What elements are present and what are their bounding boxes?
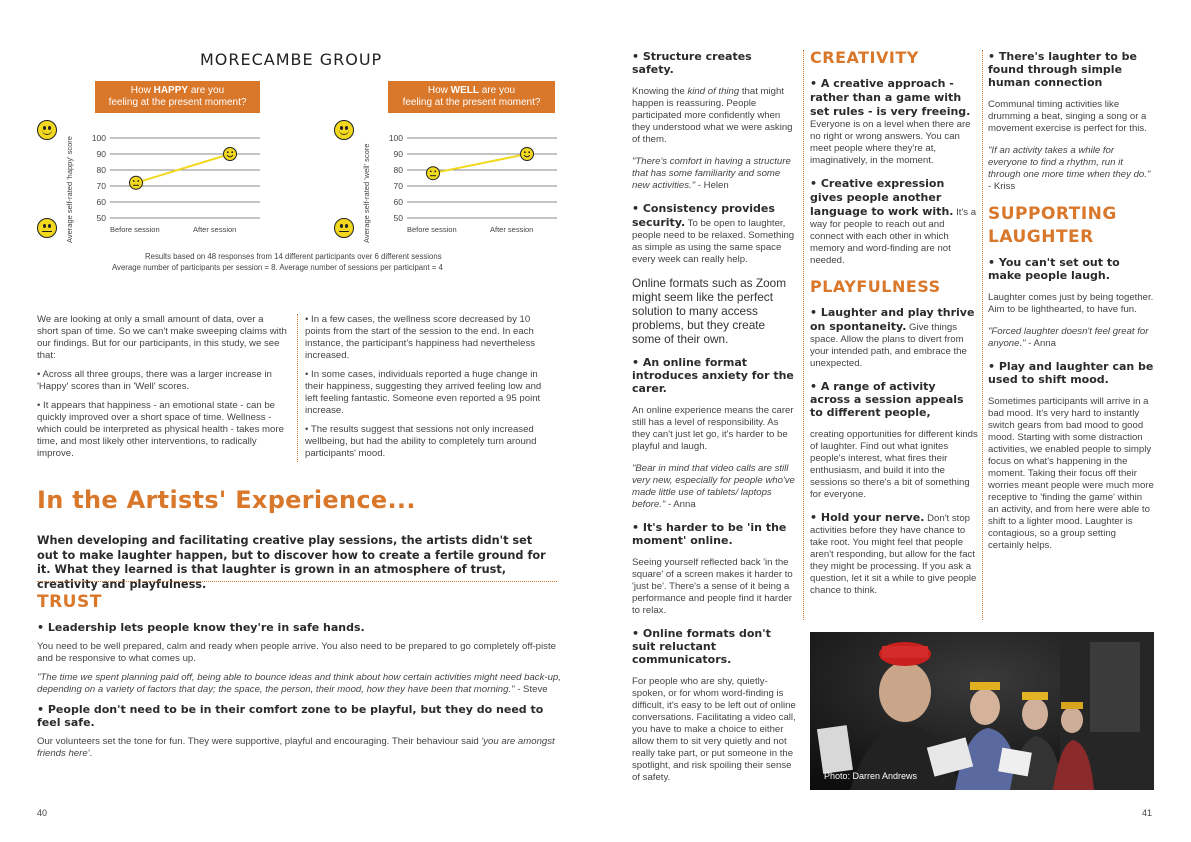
quote: "The time we spent planning paid off, being able to bounce ideas and think about how certain activities might need back-up, depending on a variety of factors that day; the space, the person, their mood, how they have been that morning." - Steve (37, 672, 561, 695)
neutral-face-icon (37, 218, 57, 238)
photo-illustration (810, 632, 1154, 790)
paragraph: You need to be well prepared, calm and ready when people arrive. You also need to be prepared to go completely off-piste and be responsive to what comes up. (37, 641, 556, 664)
y-tick-label: 100 (91, 133, 106, 143)
photo-credit: Photo: Darren Andrews (824, 771, 918, 781)
bullet-paragraph: • It appears that happiness - an emotional state - can be quickly improved over a short space of time. Wellness - which could be interpreted as physical health - takes more time, and most likely other interventions, to radically improve. (37, 400, 284, 459)
bullet-heading: • It's harder to be 'in the moment' online. (632, 521, 787, 547)
chart-plot-area (377, 132, 567, 232)
bullet-paragraph: • Across all three groups, there was a larger increase in 'Happy' scores than in 'Well' scores. (37, 369, 272, 392)
bullet-heading: • Online formats don't suit reluctant communicators. (632, 627, 771, 666)
y-tick-label: 60 (393, 197, 403, 207)
line-chart-svg (80, 132, 270, 232)
bullet-heading: • Structure creates safety. (632, 50, 752, 76)
chart-group-heading: MORECAMBE GROUP (200, 50, 383, 69)
data-point-face-icon (224, 148, 237, 161)
y-tick-label: 80 (96, 165, 106, 175)
x-category-label: Before session (407, 225, 457, 234)
y-tick-label: 70 (96, 181, 106, 191)
artists-intro: When developing and facilitating creative play sessions, the artists didn't set out to make laughter happen, but to discover how to create a fertile ground for it. What they learned is that laughter is grown in an atmosphere of trust, creativity and playfulness. (37, 534, 546, 591)
bullet-paragraph: • The results suggest that sessions not only increased wellbeing, but had the ability to completely turn around participants' mood. (305, 424, 537, 459)
y-tick-label: 80 (393, 165, 403, 175)
findings-column-1 (37, 314, 287, 460)
x-category-label: After session (490, 225, 534, 234)
page-number: 40 (37, 808, 48, 818)
section-divider (37, 581, 557, 582)
bullet-paragraph: • In a few cases, the wellness score decreased by 10 points from the start of the session to the end. In each instance, the participant's happiness had nevertheless increased. (305, 314, 536, 361)
paragraph: Communal timing activities like drumming a beat, singing a song or a movement exercise is perfect for this. (988, 99, 1147, 134)
neutral-face-icon (334, 218, 354, 238)
quote: "Bear in mind that video calls are still very new, especially for people who've made little use of tablets/ laptops before." - Anna (632, 463, 795, 510)
paragraph: • Creative expression gives people another language to work with. It's a way for people to reach out and connect with each other in which memory and word-finding are not needed. (810, 177, 977, 266)
happy-face-icon (334, 120, 354, 140)
bullet-heading: • Leadership lets people know they're in safe hands. (37, 621, 365, 634)
paragraph: • Hold your nerve. Don't stop activities before they have chance to take root. You might feel that people aren't responding, but allow for the fact they might be processing. If you ask a question, let it sit a while to give people chance to think. (810, 511, 977, 596)
bullet-heading: • Play and laughter can be used to shift mood. (988, 360, 1154, 386)
group-photo (810, 632, 1154, 790)
line-chart-svg (377, 132, 567, 232)
paragraph: Laughter comes just by being together. Aim to be lighthearted, to have fun. (988, 292, 1154, 315)
paragraph: Seeing yourself reflected back 'in the square' of a screen makes it harder to 'just be'. There's a sense of it being a performance and people find it harder to relax. (632, 557, 793, 616)
page-number: 41 (1142, 808, 1153, 818)
happy-face-icon (37, 120, 57, 140)
bullet-heading: • People don't need to be in their comfort zone to be playful, but they do need to feel safe. (37, 703, 544, 729)
column-divider (297, 314, 298, 462)
large-paragraph: Online formats such as Zoom might seem like the perfect solution to many access problems, but they create some of their own. (632, 276, 787, 346)
bullet-paragraph: • In some cases, individuals reported a huge change in their happiness, suggesting they arrived feeling low and left feeling fantastic. Someone even reported a 95 point increase. (305, 369, 542, 416)
y-axis-label: Average self-rated 'well' score (362, 143, 371, 243)
trust-heading: TRUST (37, 592, 102, 612)
bullet-heading: • An online format introduces anxiety for the carer. (632, 356, 794, 395)
y-axis-label: Average self-rated 'happy' score (65, 136, 74, 243)
chart-footnote: Average number of participants per session = 8. Average number of sessions per participant = 4 (112, 263, 443, 272)
x-category-label: Before session (110, 225, 160, 234)
chart-plot-area (80, 132, 270, 232)
paragraph: Knowing the kind of thing that might happen is reassuring. People participated more confidently when they understood what we were asking of them. (632, 86, 793, 145)
right-column-2 (810, 48, 978, 597)
playfulness-heading: PLAYFULNESS (810, 277, 941, 296)
chart-question-box: How WELL are you feeling at the present moment? (388, 81, 555, 113)
y-tick-label: 90 (96, 149, 106, 159)
findings-column-2 (305, 314, 550, 460)
creativity-heading: CREATIVITY (810, 48, 919, 67)
data-point-face-icon (130, 176, 143, 189)
paragraph: Our volunteers set the tone for fun. They were supportive, playful and encouraging. Their behaviour said 'you are amongst friends here'. (37, 736, 555, 759)
x-category-label: After session (193, 225, 237, 234)
y-tick-label: 50 (393, 213, 403, 223)
paragraph: An online experience means the carer still has a level of responsibility. As they can't just let go, it's harder to be playful and laugh. (632, 405, 794, 452)
column-divider (803, 50, 804, 620)
paragraph: We are looking at only a small amount of data, over a short span of time. So we can't make sweeping claims with our findings. But for our participants, in this study, we see that: (37, 314, 287, 361)
right-column-3 (988, 50, 1154, 552)
chart-question-box: How HAPPY are you feeling at the present moment? (95, 81, 260, 113)
paragraph: • Consistency provides security. To be open to laughter, people need to be relaxed. Something as simple as using the same space every week can really help. (632, 202, 795, 265)
y-tick-label: 60 (96, 197, 106, 207)
y-tick-label: 50 (96, 213, 106, 223)
data-point-face-icon (521, 148, 534, 161)
paragraph: For people who are shy, quietly-spoken, or for whom word-finding is difficult, it's easy to be left out of online conversations. Facilitating a video call, you have to make a choice to either allow them to sit very quietly and not really take part, or put someone in the spotlight, and risk spoiling their sense of safety. (632, 676, 796, 783)
paragraph: • A creative approach - rather than a game with set rules - is very freeing. Everyone is on a level when there are no right or wrong answers. You can meet people where they're at, imaginatively, in the moment. (810, 77, 971, 166)
y-tick-label: 70 (393, 181, 403, 191)
supporting-laughter-heading: SUPPORTING LAUGHTER (988, 204, 1117, 247)
data-point-face-icon (427, 167, 440, 180)
paragraph: Sometimes participants will arrive in a bad mood. It's very hard to instantly switch gears from bad mood to good mood. Starting with some distraction activities, we enabled people to simply focus on what's happening in the moment. Taking their focus off their worries meant people were much more receptive to 'finding the game' within an activity, and from here were able to shift to a lighter mood. Laughter is contagious, so a group setting certainly helps. (988, 396, 1154, 551)
column-divider (982, 50, 983, 620)
bullet-heading: • There's laughter to be found through simple human connection (988, 50, 1137, 89)
bullet-heading: • You can't set out to make people laugh. (988, 256, 1120, 282)
quote: "There's comfort in having a structure that has some familiarity and some new activities." - Helen (632, 156, 791, 191)
artists-heading: In the Artists' Experience... (37, 486, 416, 514)
paragraph: creating opportunities for different kinds of laughter. Find out what ignites people's interest, what fires their enthusiasm, and build it into the sessions so there's a bit of something for everyone. (810, 429, 978, 500)
trust-section (37, 621, 562, 760)
right-column-1 (632, 50, 797, 784)
series-line (136, 154, 230, 183)
quote: "Forced laughter doesn't feel great for anyone." - Anna (988, 326, 1149, 349)
y-tick-label: 100 (388, 133, 403, 143)
quote: "If an activity takes a while for everyone to find a rhythm, run it through one more time when they do." - Kriss (988, 145, 1151, 192)
chart-footnote: Results based on 48 responses from 14 different participants over 6 different sessions (145, 252, 442, 261)
y-tick-label: 90 (393, 149, 403, 159)
paragraph: • Laughter and play thrive on spontaneity. Give things space. Allow the plans to divert from your intended path, and embrace the unexpected. (810, 306, 975, 369)
bullet-heading: • A range of activity across a session appeals to different people, (810, 380, 964, 419)
